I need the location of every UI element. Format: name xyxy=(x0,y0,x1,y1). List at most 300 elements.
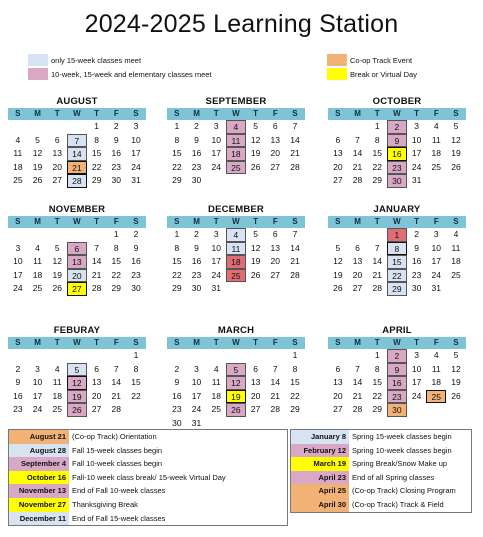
day-cell: 22 xyxy=(131,390,141,401)
day-cell: 19 xyxy=(67,390,87,404)
weekday-label: T xyxy=(407,337,427,349)
weekday-label: S xyxy=(285,337,305,349)
empty-day-cell xyxy=(265,349,285,363)
day-cell: 8 xyxy=(113,242,119,253)
legend-swatch xyxy=(327,68,347,80)
weekday-label: W xyxy=(67,216,87,228)
weekday-label: M xyxy=(187,337,207,349)
day-cell: 22 xyxy=(372,390,382,401)
day-cell: 28 xyxy=(111,404,122,415)
empty-day-cell xyxy=(328,349,348,363)
day-cell: 21 xyxy=(290,148,300,159)
event-row xyxy=(9,430,287,444)
day-cell: 15 xyxy=(91,148,102,159)
event-date: November 27 xyxy=(9,498,69,512)
week-row xyxy=(328,269,466,283)
weekday-label: M xyxy=(28,108,48,120)
day-cell: 7 xyxy=(113,363,119,374)
day-cell: 19 xyxy=(32,161,43,172)
week-row xyxy=(328,242,466,256)
day-cell: 13 xyxy=(270,134,281,145)
weekday-label: S xyxy=(126,216,146,228)
day-cell: 15 xyxy=(372,377,382,388)
day-cell: 13 xyxy=(333,377,343,388)
week-row xyxy=(167,228,305,242)
weekday-header xyxy=(167,216,305,228)
day-cell: 1 xyxy=(133,350,139,360)
empty-day-cell xyxy=(106,349,126,363)
day-cell: 26 xyxy=(52,283,62,294)
weekday-label: T xyxy=(206,108,226,120)
day-cell: 12 xyxy=(67,376,87,390)
day-cell: 12 xyxy=(333,256,343,267)
day-cell: 30 xyxy=(191,283,202,294)
events-legend-fall xyxy=(8,429,288,526)
day-cell: 22 xyxy=(91,161,102,172)
day-cell: 29 xyxy=(91,175,102,186)
day-cell: 24 xyxy=(211,161,221,172)
day-cell: 27 xyxy=(67,282,87,296)
day-cell: 24 xyxy=(411,161,422,172)
day-cell: 3 xyxy=(414,121,419,131)
day-cell: 11 xyxy=(226,134,246,148)
weekday-label: S xyxy=(167,216,187,228)
day-cell: 18 xyxy=(226,255,246,269)
weekday-label: S xyxy=(8,108,28,120)
day-cell: 29 xyxy=(372,175,382,186)
week-row xyxy=(8,269,146,283)
week-row xyxy=(8,255,146,269)
day-cell: 27 xyxy=(270,269,281,280)
weekday-label: F xyxy=(265,337,285,349)
day-cell: 1 xyxy=(374,121,380,131)
empty-day-cell xyxy=(446,403,466,417)
weekday-label: S xyxy=(167,337,187,349)
legend-swatch xyxy=(327,54,347,66)
day-cell: 20 xyxy=(67,269,87,283)
day-cell: 7 xyxy=(374,242,380,253)
weekday-header xyxy=(167,337,305,349)
day-cell: 1 xyxy=(174,121,180,131)
empty-day-cell xyxy=(187,349,207,363)
event-row xyxy=(9,457,287,471)
day-cell: 29 xyxy=(387,282,407,296)
day-cell: 6 xyxy=(355,242,360,253)
day-cell: 7 xyxy=(67,134,87,148)
day-cell: 9 xyxy=(194,242,199,253)
day-cell: 9 xyxy=(174,377,180,388)
day-cell: 24 xyxy=(191,404,202,415)
empty-day-cell xyxy=(47,120,67,134)
day-cell: 19 xyxy=(250,256,261,267)
week-row xyxy=(328,282,466,296)
week-row xyxy=(167,120,305,134)
day-cell: 13 xyxy=(352,256,363,267)
day-cell: 25 xyxy=(52,404,62,415)
day-cell: 18 xyxy=(451,256,461,267)
month-october xyxy=(328,95,466,188)
day-cell: 7 xyxy=(292,121,298,131)
day-cell: 12 xyxy=(250,134,261,145)
day-cell: 9 xyxy=(387,363,407,377)
day-cell: 22 xyxy=(290,390,300,401)
day-cell: 2 xyxy=(15,363,21,374)
weekday-label: T xyxy=(246,216,266,228)
month-name: NOVEMBER xyxy=(48,204,106,215)
day-cell: 13 xyxy=(333,148,343,159)
day-cell: 29 xyxy=(111,283,122,294)
weekday-header xyxy=(8,108,146,120)
empty-day-cell xyxy=(8,228,28,242)
day-cell: 5 xyxy=(253,121,258,131)
day-cell: 7 xyxy=(292,229,298,239)
day-cell: 16 xyxy=(131,256,141,267)
day-cell: 17 xyxy=(411,377,422,388)
empty-day-cell xyxy=(167,349,187,363)
weekday-label: F xyxy=(265,216,285,228)
day-cell: 3 xyxy=(213,121,219,131)
day-cell: 22 xyxy=(387,269,407,283)
day-cell: 16 xyxy=(191,256,202,267)
event-row xyxy=(9,444,287,458)
weekday-label: T xyxy=(87,108,107,120)
week-row xyxy=(328,228,466,242)
event-description: End of Fall 10-week classes xyxy=(72,486,166,496)
day-cell: 1 xyxy=(94,121,99,131)
day-cell: 5 xyxy=(54,242,60,253)
weekday-label: F xyxy=(106,108,126,120)
day-cell: 12 xyxy=(32,148,43,159)
empty-day-cell xyxy=(246,282,266,296)
weekday-label: T xyxy=(87,337,107,349)
empty-day-cell xyxy=(47,349,67,363)
day-cell: 3 xyxy=(133,121,139,131)
day-cell: 24 xyxy=(431,269,442,280)
week-row xyxy=(167,363,305,377)
day-cell: 21 xyxy=(111,390,122,401)
day-cell: 20 xyxy=(52,161,62,172)
empty-day-cell xyxy=(246,174,266,188)
day-cell: 1 xyxy=(113,229,119,239)
event-date: January 8 xyxy=(291,430,349,444)
day-cell: 28 xyxy=(67,174,87,188)
day-cell: 3 xyxy=(194,363,199,374)
day-cell: 2 xyxy=(387,349,407,363)
weekday-label: W xyxy=(67,337,87,349)
event-row xyxy=(291,457,471,471)
week-row xyxy=(8,390,146,404)
day-cell: 9 xyxy=(15,377,21,388)
month-name: APRIL xyxy=(382,325,412,336)
weekday-label: T xyxy=(47,216,67,228)
week-row xyxy=(167,403,305,417)
day-cell: 8 xyxy=(133,363,139,374)
empty-day-cell xyxy=(265,282,285,296)
day-cell: 31 xyxy=(191,417,202,428)
day-cell: 1 xyxy=(387,228,407,242)
week-row xyxy=(328,255,466,269)
day-cell: 28 xyxy=(352,404,363,415)
empty-day-cell xyxy=(67,120,87,134)
month-name: JANUARY xyxy=(373,204,421,215)
day-cell: 27 xyxy=(52,175,62,186)
day-cell: 22 xyxy=(172,161,182,172)
empty-day-cell xyxy=(446,282,466,296)
month-name: MARCH xyxy=(217,325,255,336)
day-cell: 3 xyxy=(433,229,439,239)
day-cell: 4 xyxy=(453,229,459,239)
week-row xyxy=(8,161,146,175)
weekday-header xyxy=(328,216,466,228)
day-cell: 26 xyxy=(226,403,246,417)
weekday-label: F xyxy=(106,337,126,349)
day-cell: 11 xyxy=(431,134,441,145)
week-row xyxy=(167,349,305,363)
day-cell: 14 xyxy=(352,148,363,159)
weekday-label: S xyxy=(8,337,28,349)
day-cell: 28 xyxy=(91,283,102,294)
day-cell: 24 xyxy=(131,161,141,172)
week-row xyxy=(167,376,305,390)
weekday-label: S xyxy=(328,337,348,349)
legend-item-coop xyxy=(327,54,412,66)
week-row xyxy=(167,134,305,148)
day-cell: 7 xyxy=(94,242,99,253)
day-cell: 4 xyxy=(35,242,40,253)
day-cell: 6 xyxy=(272,121,278,131)
day-cell: 2 xyxy=(174,363,180,374)
month-feburay xyxy=(8,324,146,417)
day-cell: 12 xyxy=(451,363,461,374)
event-date: October 16 xyxy=(9,471,69,485)
day-cell: 23 xyxy=(387,161,407,175)
day-cell: 11 xyxy=(431,363,441,374)
week-row xyxy=(8,147,146,161)
empty-day-cell xyxy=(87,349,107,363)
weekday-label: M xyxy=(187,108,207,120)
event-description: End of all Spring classes xyxy=(352,472,435,482)
empty-day-cell xyxy=(87,228,107,242)
weekday-label: S xyxy=(126,108,146,120)
day-cell: 18 xyxy=(431,148,442,159)
day-cell: 23 xyxy=(411,269,422,280)
day-cell: 8 xyxy=(374,134,380,145)
day-cell: 3 xyxy=(414,350,419,360)
page-title: 2024-2025 Learning Station xyxy=(84,10,399,38)
event-date: April 23 xyxy=(291,471,349,485)
event-date: December 11 xyxy=(9,512,69,526)
day-cell: 14 xyxy=(270,377,281,388)
week-row xyxy=(328,120,466,134)
event-description: (Co-op Track) Track & Field xyxy=(352,499,444,509)
day-cell: 28 xyxy=(290,161,300,172)
event-row xyxy=(9,471,287,485)
day-cell: 31 xyxy=(431,283,442,294)
weekday-label: T xyxy=(246,108,266,120)
week-row xyxy=(167,147,305,161)
events-legend-spring xyxy=(290,429,472,513)
day-cell: 11 xyxy=(226,242,246,256)
day-cell: 4 xyxy=(226,120,246,134)
day-cell: 27 xyxy=(333,404,343,415)
day-cell: 10 xyxy=(411,134,422,145)
event-description: End of Fall 15-week classes xyxy=(72,513,166,523)
week-row xyxy=(8,228,146,242)
day-cell: 20 xyxy=(333,161,343,172)
day-cell: 28 xyxy=(290,269,300,280)
day-cell: 9 xyxy=(113,134,119,145)
day-cell: 2 xyxy=(113,121,119,131)
day-cell: 21 xyxy=(290,256,300,267)
day-cell: 16 xyxy=(387,376,407,390)
day-cell: 18 xyxy=(32,269,43,280)
event-date: August 28 xyxy=(9,444,69,458)
weekday-label: S xyxy=(285,108,305,120)
day-cell: 11 xyxy=(13,148,23,159)
day-cell: 8 xyxy=(292,363,298,374)
day-cell: 17 xyxy=(431,256,442,267)
day-cell: 20 xyxy=(91,390,102,401)
day-cell: 24 xyxy=(411,390,422,401)
day-cell: 30 xyxy=(387,174,407,188)
day-cell: 24 xyxy=(211,269,221,280)
day-cell: 28 xyxy=(270,404,281,415)
day-cell: 10 xyxy=(191,377,202,388)
day-cell: 28 xyxy=(372,283,382,294)
day-cell: 3 xyxy=(15,242,21,253)
weekday-label: T xyxy=(206,216,226,228)
day-cell: 5 xyxy=(226,363,246,377)
day-cell: 10 xyxy=(431,242,442,253)
day-cell: 21 xyxy=(372,269,382,280)
event-description: Fall-10 week class break/ 15-week Virtual Day xyxy=(72,472,226,482)
empty-day-cell xyxy=(206,349,226,363)
day-cell: 15 xyxy=(290,377,300,388)
day-cell: 26 xyxy=(32,175,43,186)
day-cell: 6 xyxy=(272,229,278,239)
legend-swatch xyxy=(28,68,48,80)
weekday-header xyxy=(8,216,146,228)
day-cell: 27 xyxy=(352,283,363,294)
day-cell: 8 xyxy=(94,134,99,145)
day-cell: 9 xyxy=(133,242,139,253)
weekday-label: W xyxy=(226,108,246,120)
weekday-label: S xyxy=(446,216,466,228)
weekday-label: T xyxy=(47,108,67,120)
month-name: DECEMBER xyxy=(208,204,264,215)
day-cell: 11 xyxy=(451,242,461,253)
day-cell: 30 xyxy=(411,283,422,294)
day-cell: 1 xyxy=(174,229,180,239)
day-cell: 23 xyxy=(191,161,202,172)
weekday-label: M xyxy=(28,337,48,349)
day-cell: 23 xyxy=(131,269,141,280)
day-cell: 10 xyxy=(211,134,221,145)
week-row xyxy=(167,390,305,404)
week-row xyxy=(167,269,305,283)
day-cell: 23 xyxy=(387,390,407,404)
day-cell: 25 xyxy=(426,390,446,404)
week-row xyxy=(328,174,466,188)
day-cell: 9 xyxy=(194,134,199,145)
weekday-label: S xyxy=(446,108,466,120)
empty-day-cell xyxy=(348,120,368,134)
day-cell: 6 xyxy=(54,134,60,145)
month-march xyxy=(167,324,305,431)
weekday-label: S xyxy=(8,216,28,228)
day-cell: 21 xyxy=(67,161,87,175)
day-cell: 4 xyxy=(226,228,246,242)
day-cell: 15 xyxy=(372,148,382,159)
month-november xyxy=(8,203,146,296)
weekday-label: T xyxy=(246,337,266,349)
day-cell: 25 xyxy=(226,269,246,283)
day-cell: 17 xyxy=(32,390,43,401)
day-cell: 10 xyxy=(131,134,141,145)
day-cell: 14 xyxy=(111,377,122,388)
day-cell: 23 xyxy=(191,269,202,280)
week-row xyxy=(328,161,466,175)
month-april xyxy=(328,324,466,417)
day-cell: 29 xyxy=(290,404,300,415)
weekday-header xyxy=(328,337,466,349)
day-cell: 17 xyxy=(191,390,202,401)
empty-day-cell xyxy=(285,282,305,296)
day-cell: 30 xyxy=(131,283,141,294)
day-cell: 15 xyxy=(172,256,182,267)
day-cell: 6 xyxy=(67,242,87,256)
day-cell: 12 xyxy=(52,256,62,267)
day-cell: 19 xyxy=(451,377,461,388)
day-cell: 20 xyxy=(352,269,363,280)
day-cell: 6 xyxy=(253,363,258,374)
weekday-label: T xyxy=(206,337,226,349)
week-row xyxy=(328,390,466,404)
day-cell: 30 xyxy=(172,417,182,428)
day-cell: 19 xyxy=(333,269,343,280)
day-cell: 5 xyxy=(453,121,459,131)
day-cell: 13 xyxy=(250,377,261,388)
day-cell: 25 xyxy=(211,404,221,415)
week-row xyxy=(8,282,146,296)
event-row xyxy=(291,498,471,512)
day-cell: 23 xyxy=(111,161,122,172)
legend-item-15-week xyxy=(28,54,141,66)
empty-day-cell xyxy=(28,228,48,242)
empty-day-cell xyxy=(407,403,427,417)
weekday-label: W xyxy=(67,108,87,120)
event-row xyxy=(291,471,471,485)
event-date: February 12 xyxy=(291,444,349,458)
day-cell: 18 xyxy=(52,390,62,401)
day-cell: 24 xyxy=(32,404,43,415)
weekday-label: S xyxy=(446,337,466,349)
weekday-label: F xyxy=(426,216,446,228)
day-cell: 24 xyxy=(13,283,23,294)
day-cell: 2 xyxy=(194,229,199,239)
weekday-label: T xyxy=(367,216,387,228)
weekday-label: S xyxy=(126,337,146,349)
day-cell: 13 xyxy=(91,377,102,388)
day-cell: 18 xyxy=(226,147,246,161)
week-row xyxy=(167,282,305,296)
day-cell: 3 xyxy=(213,229,219,239)
day-cell: 25 xyxy=(451,269,461,280)
empty-day-cell xyxy=(226,174,246,188)
day-cell: 2 xyxy=(414,229,419,239)
day-cell: 22 xyxy=(111,269,122,280)
day-cell: 4 xyxy=(15,134,21,145)
